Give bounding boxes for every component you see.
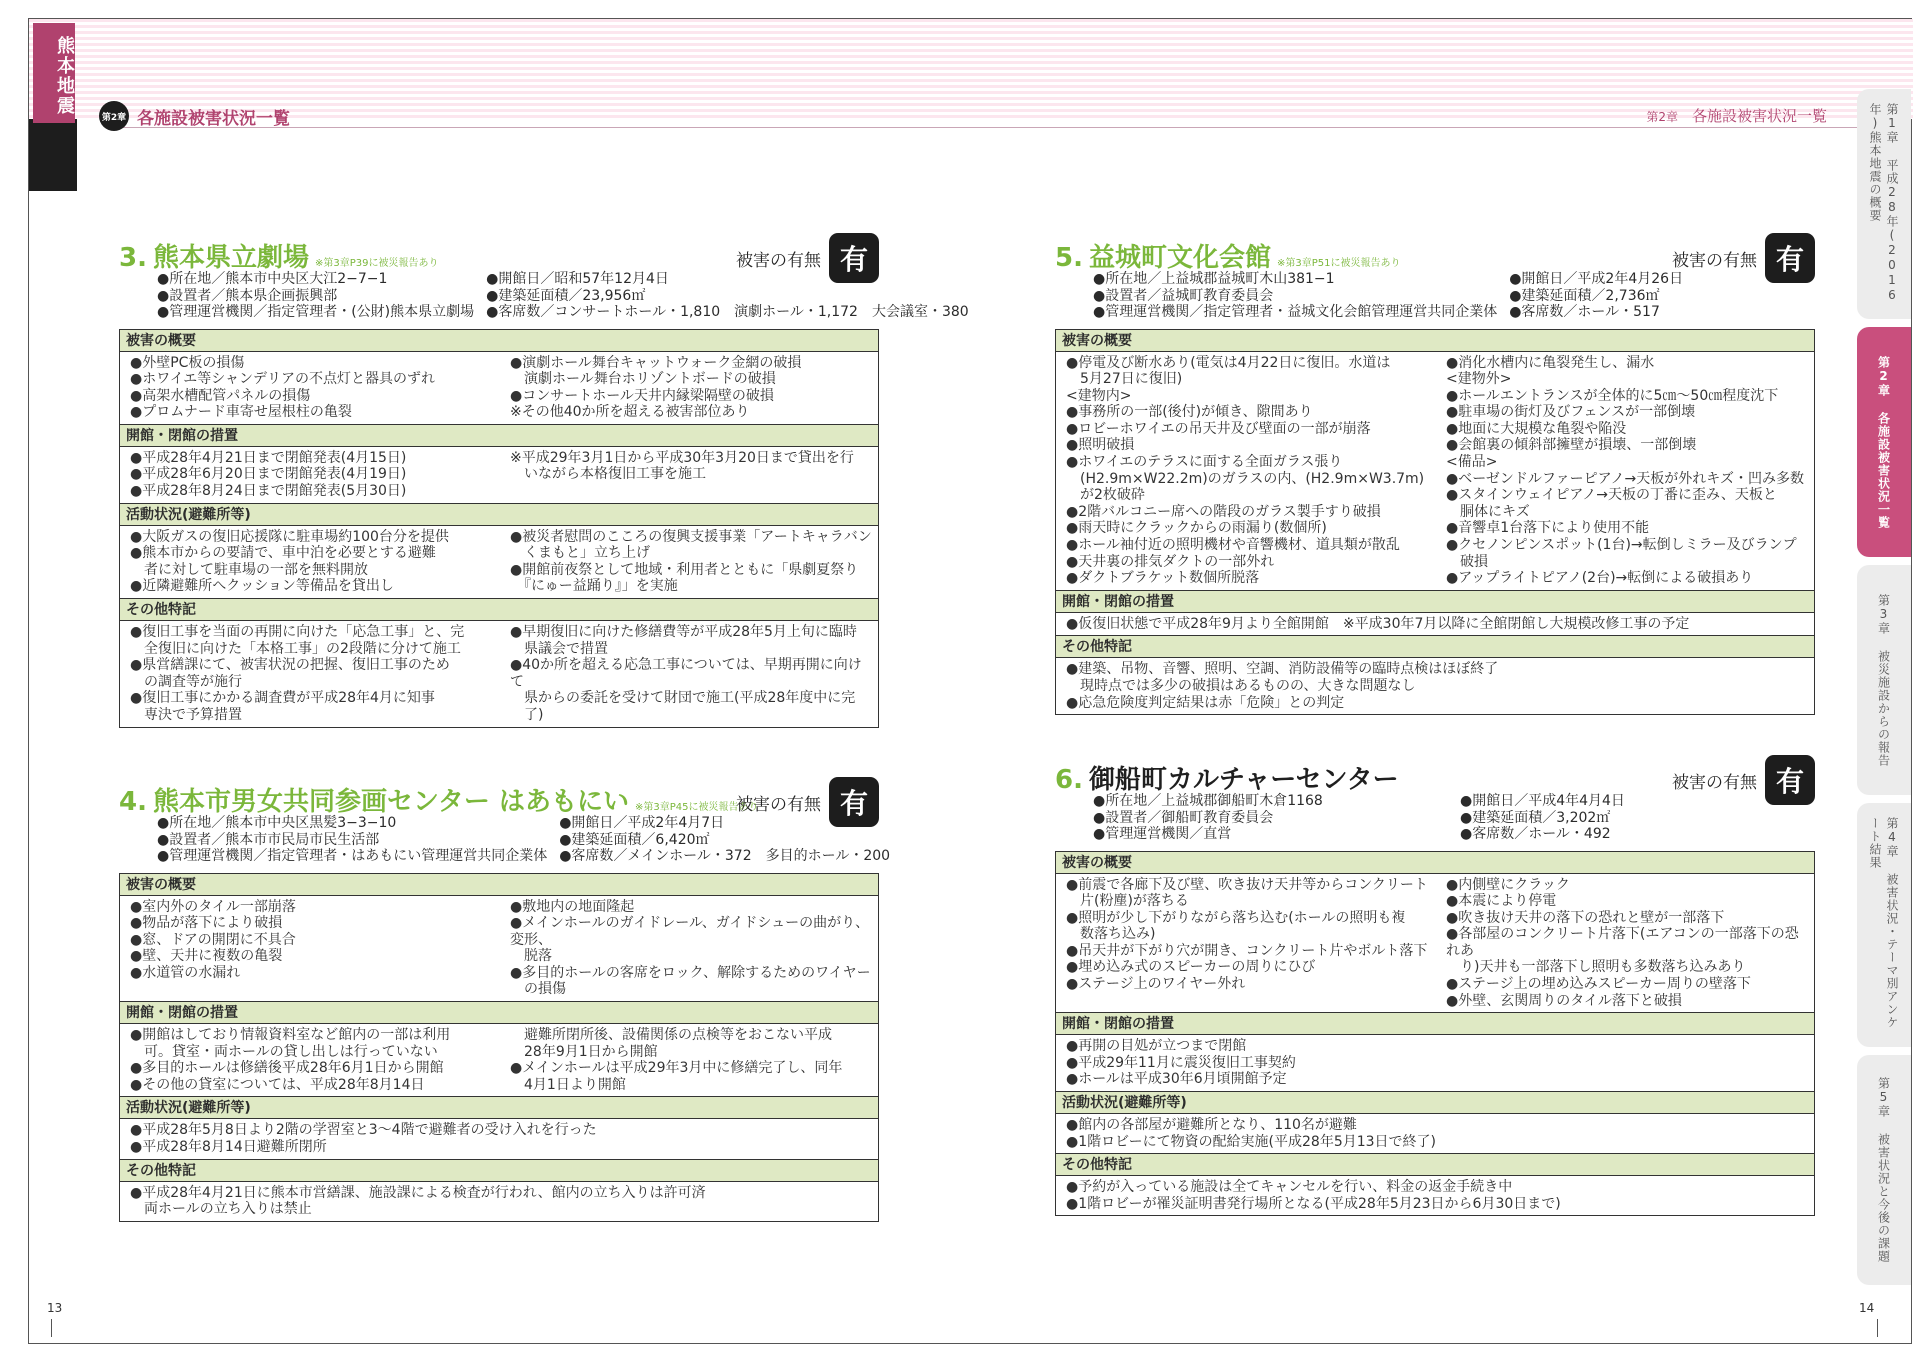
section-line: 両ホールの立ち入りは禁止: [130, 1201, 312, 1218]
section-line: ●ホールエントランスが全体的に5㎝〜50㎝程度沈下: [1446, 387, 1779, 404]
section-content: [1056, 613, 1814, 637]
page-mark-left: [51, 1319, 52, 1337]
chapter-badge: 第2章: [99, 101, 129, 131]
section-line: ●吊天井が下がり穴が開き、コンクリート片やボルト落下: [1066, 942, 1428, 959]
facility-number: 5.: [1055, 243, 1083, 273]
section-header: その他特記: [120, 1160, 878, 1182]
damage-label: 被害の有無: [736, 794, 821, 815]
facility-kumamoto-prefectural-theater: [119, 237, 969, 728]
section-line: ●平成28年5月8日より2階の学習室と3〜4階で避難者の受け入れを行った: [130, 1122, 597, 1139]
running-head-title: 各施設被害状況一覧: [1691, 107, 1827, 125]
section-column: [130, 1185, 872, 1218]
section-line: ●予約が入っている施設は全てキャンセルを行い、料金の返金手続き中: [1066, 1179, 1513, 1196]
section-line: ●高架水槽配管パネルの損傷: [130, 387, 311, 404]
header-band: [29, 19, 1913, 119]
section-line: ●スタインウェイピアノ→天板の丁番に歪み、天板と: [1446, 487, 1777, 504]
section-line: ●クセノンピンスポット(1台)→転倒しミラー及びランプ: [1446, 537, 1797, 554]
facility-name: 御船町カルチャーセンター: [1088, 765, 1399, 795]
section-line: ●仮復旧状態で平成28年9月より全館開館 ※平成30年7月以降に全館閉館し大規模改修工事の予定: [1066, 615, 1690, 632]
book-spread: [28, 18, 1912, 1344]
section-line: ●大阪ガスの復旧応援隊に駐車場約100台分を提供: [130, 528, 449, 545]
section-content: [120, 621, 878, 727]
info-right: [486, 271, 969, 321]
section-column: [1066, 1038, 1808, 1088]
section-column-right: [510, 624, 872, 724]
section-line: 専決で予算措置: [130, 707, 242, 723]
section-line: ●平成29年11月に震災復旧工事契約: [1066, 1054, 1296, 1071]
section-header: 被害の概要: [1056, 330, 1814, 352]
facility-detail-box: [1055, 851, 1815, 1217]
section-line: ●建築、吊物、音響、照明、空調、消防設備等の臨時点検はほぼ終了: [1066, 661, 1499, 678]
section-line: ※平成29年3月1日から平成30年3月20日まで貸出を行: [510, 449, 854, 466]
facility-name: 熊本県立劇場: [152, 243, 309, 273]
section-line: ※その他40か所を超える被害部位あり: [510, 404, 750, 421]
section-line: 者に対して駐車場の一部を無料開放: [130, 561, 368, 578]
info-line: ●所在地／熊本市中央区黒髪3−3−10: [157, 815, 397, 831]
section-content: [1056, 1114, 1814, 1154]
section-line: ●応急危険度判定結果は赤「危険」との判定: [1066, 694, 1345, 711]
damage-value-badge: 有: [1765, 755, 1815, 805]
side-tab-5[interactable]: 第5章 被害状況と今後の課題: [1857, 1055, 1911, 1285]
section-header: 活動状況(避難所等): [1056, 1092, 1814, 1114]
section-header: 開館・閉館の措置: [120, 425, 878, 447]
section-line: ●多目的ホールの客席をロック、解除するためのワイヤー: [510, 964, 871, 981]
section-line: ●雨天時にクラックからの雨漏り(数個所): [1066, 520, 1327, 537]
section-line: 4月1日より開館: [510, 1076, 626, 1093]
section-line: 28年9月1日から開館: [510, 1043, 658, 1060]
section-line: ●停電及び断水あり(電気は4月22日に復旧。水道は: [1066, 354, 1391, 371]
chapter-heading-left: [99, 101, 290, 131]
section-header: 活動状況(避難所等): [120, 1097, 878, 1119]
section-column: [130, 1122, 872, 1155]
section-column-left: [1066, 355, 1428, 587]
section-line: 県議会で措置: [510, 640, 608, 657]
section-content: [1056, 1176, 1814, 1215]
section-line: ●各部屋のコンクリート片落下(エアコンの一部落下の恐れあ: [1446, 926, 1799, 959]
section-column-left: [130, 1027, 492, 1093]
section-line: ●メインホールのガイドレール、ガイドシューの曲がり、変形、: [510, 915, 870, 948]
section-content: [120, 1024, 878, 1097]
section-line: ●ホール袖付近の照明機材や音響機材、道具類が散乱: [1066, 537, 1400, 554]
section-column-right: [510, 899, 872, 999]
damage-indicator: [1672, 233, 1815, 283]
info-line: ●設置者／益城町教育委員会: [1093, 287, 1274, 304]
facility-report-note: ※第3章P39に被災報告あり: [314, 258, 439, 269]
section-line: ●外壁、玄関周りのタイル落下と破損: [1446, 992, 1682, 1009]
info-line: ●開館日／平成2年4月7日: [559, 815, 725, 831]
info-line: ●客席数／ホール・492: [1460, 826, 1611, 842]
section-line: ●1階ロビーにて物資の配給実施(平成28年5月13日で終了): [1066, 1133, 1437, 1150]
section-line: (H2.9m×W22.2m)のガラスの内、(H2.9m×W3.7m): [1066, 470, 1425, 487]
section-line: ●水道管の水漏れ: [130, 964, 241, 981]
section-content: [1056, 352, 1814, 591]
damage-value-badge: 有: [829, 777, 879, 827]
section-line: ●壁、天井に複数の亀裂: [130, 948, 283, 965]
section-column-left: [130, 899, 492, 999]
damage-indicator: [1672, 755, 1815, 805]
facility-number: 4.: [119, 787, 147, 817]
facility-number: 6.: [1055, 765, 1083, 795]
info-left: [1093, 271, 1497, 321]
chapter-title: 各施設被害状況一覧: [137, 108, 290, 129]
running-head-chapter: 第2章: [1646, 110, 1678, 124]
section-line: ●本震により停電: [1446, 893, 1557, 910]
info-left: [157, 815, 547, 865]
section-line: ●アップライトピアノ(2台)→転倒による破損あり: [1446, 570, 1754, 587]
section-content: [120, 896, 878, 1003]
info-line: ●設置者／熊本市市民局市民生活部: [157, 831, 380, 848]
section-line: ●敷地内の地面隆起: [510, 898, 635, 915]
info-line: ●客席数／メインホール・372 多目的ホール・200: [559, 848, 891, 864]
facility-mifune-culture-center: [1055, 759, 1815, 1216]
section-line: ●プロムナード車寄せ屋根柱の亀裂: [130, 404, 352, 421]
section-header: 被害の概要: [1056, 852, 1814, 874]
section-line: 了): [510, 707, 544, 723]
section-line: ●2階バルコニー席への階段のガラス製手すり破損: [1066, 503, 1381, 520]
info-line: ●管理運営機関／指定管理者・(公財)熊本県立劇場: [157, 304, 475, 320]
section-line: ●平成28年4月21日に熊本市営繕課、施設課による検査が行われ、館内の立ち入りは許可済: [130, 1184, 706, 1201]
page-mark-right: [1877, 1319, 1878, 1337]
damage-label: 被害の有無: [1672, 250, 1757, 271]
section-column-right: [1446, 877, 1808, 1010]
side-tab-1[interactable]: 第1章 平成28年(2016年)熊本地震の概要: [1857, 89, 1911, 319]
info-line: ●設置者／御船町教育委員会: [1093, 809, 1274, 826]
info-line: ●管理運営機関／指定管理者・益城文化会館管理運営共同企業体: [1093, 304, 1498, 320]
section-line: が2枚破砕: [1066, 487, 1145, 504]
section-line: ●ホワイエのテラスに面する全面ガラス張り: [1066, 454, 1343, 471]
section-line: ●照明が少し下がりながら落ち込む(ホールの照明も複: [1066, 909, 1406, 926]
section-line: ●県営繕課にて、被害状況の把握、復旧工事のため: [130, 657, 450, 674]
facility-detail-box: [119, 329, 879, 728]
side-tab-2[interactable]: 第2章 各施設被害状況一覧: [1857, 327, 1911, 557]
section-line: 県からの委託を受けて財団で施工(平成28年度中に完: [510, 690, 856, 707]
section-line: ●1階ロビーが罹災証明書発行場所となる(平成28年5月23日から6月30日まで): [1066, 1195, 1561, 1212]
section-header: 開館・閉館の措置: [1056, 591, 1814, 613]
facility-harmony-center: [119, 781, 891, 1222]
section-line: ●音響卓1台落下により使用不能: [1446, 520, 1650, 537]
section-column-left: [130, 529, 492, 595]
section-header: 開館・閉館の措置: [120, 1002, 878, 1024]
section-line: ●会館裏の傾斜部擁壁が損壊、一部倒壊: [1446, 437, 1697, 454]
info-line: ●設置者／熊本県企画振興部: [157, 287, 338, 304]
section-line: 演劇ホール舞台ホリゾントボードの破損: [510, 371, 776, 388]
info-line: ●所在地／上益城郡御船町木倉1168: [1093, 793, 1323, 809]
section-line: 数落ち込み): [1066, 926, 1156, 943]
section-content: [120, 447, 878, 504]
section-line: ●開館前夜祭として地域・利用者とともに「県劇夏祭り: [510, 561, 859, 578]
section-content: [120, 352, 878, 425]
section-content: [1056, 1035, 1814, 1092]
section-line: ●演劇ホール舞台キャットウォーク金網の破損: [510, 354, 802, 371]
damage-value-badge: 有: [829, 233, 879, 283]
section-line: ●平成28年4月21日まで閉館発表(4月15日): [130, 449, 407, 466]
section-column-right: [510, 355, 872, 421]
info-line: ●建築延面積／2,736㎡: [1509, 287, 1660, 304]
section-line: ●消化水槽内に亀裂発生し、漏水: [1446, 354, 1655, 371]
section-line: いながら本格復旧工事を施工: [510, 466, 706, 483]
section-line: ●内側壁にクラック: [1446, 876, 1570, 893]
section-line: ●ベーゼンドルファーピアノ→天板が外れキズ・凹み多数: [1446, 470, 1804, 487]
facility-report-note: ※第3章P51に被災報告あり: [1276, 258, 1401, 269]
section-line: ●外壁PC板の損傷: [130, 354, 245, 371]
section-line: ●ステージ上の埋め込みスピーカー周りの壁落下: [1446, 976, 1751, 993]
section-line: 全復旧に向けた「本格工事」の2段階に分けて施工: [130, 640, 461, 657]
section-line: 5月27日に復旧): [1066, 371, 1183, 388]
section-line: 『にゅー益踊り』」を実施: [510, 578, 678, 595]
section-header: 被害の概要: [120, 330, 878, 352]
section-column-left: [130, 355, 492, 421]
section-line: ●窓、ドアの開閉に不具合: [130, 931, 296, 948]
info-line: ●管理運営機関／指定管理者・はあもにい管理運営共同企業体: [157, 848, 548, 864]
section-column-left: [130, 450, 492, 500]
section-line: 胴体にキズ: [1446, 503, 1530, 520]
section-line: <建物外>: [1446, 371, 1512, 388]
section-line: ●室内外のタイル一部崩落: [130, 898, 296, 915]
section-line: ●埋め込み式のスピーカーの周りにひび: [1066, 959, 1316, 976]
section-line: ●ダクトブラケット数個所脱落: [1066, 570, 1260, 587]
section-line: ●復旧工事を当面の再開に向けた「応急工事」と、完: [130, 624, 465, 641]
section-column: [1066, 1179, 1808, 1212]
info-line: ●管理運営機関／直営: [1093, 826, 1232, 842]
info-line: ●所在地／上益城郡益城町木山381−1: [1093, 271, 1335, 287]
section-line: ●館内の各部屋が避難所となり、110名が避難: [1066, 1117, 1357, 1134]
section-header: 被害の概要: [120, 874, 878, 896]
info-line: ●客席数／コンサートホール・1,810 演劇ホール・1,172 大会議室・380: [486, 304, 969, 320]
section-line: 破損: [1446, 553, 1488, 570]
section-line: ●物品が落下により破損: [130, 915, 283, 932]
section-line: ●前震で各廊下及び壁、吹き抜け天井等からコンクリート: [1066, 876, 1428, 893]
info-left: [1093, 793, 1448, 843]
facility-name: 益城町文化会館: [1088, 243, 1271, 273]
section-line: ●再開の目処が立つまで閉館: [1066, 1038, 1247, 1055]
header-rule: [119, 127, 1909, 128]
section-content: [1056, 658, 1814, 714]
section-column: [1066, 661, 1808, 711]
side-tab-3[interactable]: 第3章 被災施設からの報告: [1857, 565, 1911, 795]
damage-label: 被害の有無: [736, 250, 821, 271]
section-line: ●復旧工事にかかる調査費が平成28年4月に知事: [130, 690, 435, 707]
section-line: の調査等が施行: [130, 673, 242, 690]
section-header: 開館・閉館の措置: [1056, 1013, 1814, 1035]
section-column-left: [1066, 877, 1428, 1010]
section-line: くまもと」立ち上げ: [510, 545, 650, 562]
damage-indicator: [736, 233, 879, 283]
section-content: [120, 1182, 878, 1221]
info-line: ●開館日／平成2年4月26日: [1509, 271, 1684, 287]
running-head-right: [1646, 105, 1827, 126]
section-line: ●地面に大規模な亀裂や陥没: [1446, 420, 1627, 437]
section-line: ●被災者慰問のこころの復興支援事業「アートキャラバン: [510, 528, 872, 545]
section-header: 活動状況(避難所等): [120, 504, 878, 526]
info-line: ●開館日／昭和57年12月4日: [486, 271, 669, 287]
side-tab-4[interactable]: 第4章 被害状況・テーマ別アンケート結果: [1857, 803, 1911, 1047]
section-line: ●照明破損: [1066, 437, 1135, 454]
info-line: ●建築延面積／3,202㎡: [1460, 809, 1611, 826]
section-content: [120, 526, 878, 599]
section-column: [1066, 616, 1808, 633]
section-line: 可。貸室・両ホールの貸し出しは行っていない: [130, 1043, 438, 1060]
damage-label: 被害の有無: [1672, 772, 1757, 793]
facility-number: 3.: [119, 243, 147, 273]
section-line: り)天井も一部落下し照明も多数落ち込みあり: [1446, 959, 1746, 976]
section-column-right: [1446, 355, 1808, 587]
info-line: ●客席数／ホール・517: [1509, 304, 1660, 320]
section-line: 現時点では多少の破損はあるものの、大きな問題なし: [1066, 678, 1416, 694]
section-line: ●平成28年8月24日まで閉館発表(5月30日): [130, 483, 407, 500]
page-number-left: 13: [47, 1301, 63, 1315]
section-line: ●その他の貸室については、平成28年8月14日: [130, 1076, 425, 1093]
section-header: その他特記: [1056, 1154, 1814, 1176]
section-line: ●平成28年6月20日まで閉館発表(4月19日): [130, 466, 407, 483]
section-line: ●早期復旧に向けた修繕費等が平成28年5月上旬に臨時: [510, 624, 857, 641]
section-column-right: [510, 450, 872, 500]
section-line: ●事務所の一部(後付)が傾き、隙間あり: [1066, 404, 1313, 421]
facility-name: 熊本市男女共同参画センター はあもにい: [152, 787, 629, 817]
info-line: ●建築延面積／23,956㎡: [486, 287, 646, 304]
section-line: 避難所閉所後、設備関係の点検等をおこない平成: [510, 1027, 832, 1044]
section-line: ●ロビーホワイエの吊天井及び壁面の一部が崩落: [1066, 420, 1371, 437]
info-line: ●建築延面積／6,420㎡: [559, 831, 710, 848]
section-column-right: [510, 529, 872, 595]
section-line: ●熊本市からの要請で、車中泊を必要とする避難: [130, 545, 436, 562]
section-line: ●開館はしており情報資料室など館内の一部は利用: [130, 1027, 451, 1044]
section-column-right: [510, 1027, 872, 1093]
damage-indicator: [736, 777, 879, 827]
section-header: その他特記: [120, 599, 878, 621]
section-content: [120, 1119, 878, 1159]
damage-value-badge: 有: [1765, 233, 1815, 283]
section-line: ●多目的ホールは修繕後平成28年6月1日から開館: [130, 1060, 444, 1077]
section-line: ●近隣避難所へクッション等備品を貸出し: [130, 578, 394, 595]
sidebar-block: [29, 119, 77, 191]
info-left: [157, 271, 474, 321]
page-number-right: 14: [1859, 1301, 1875, 1315]
section-column-left: [130, 624, 492, 724]
section-line: <備品>: [1446, 454, 1498, 471]
section-line: ●コンサートホール天井内縁梁隔壁の破損: [510, 387, 774, 404]
facility-detail-box: [1055, 329, 1815, 716]
section-content: [1056, 874, 1814, 1014]
facility-report-note: ※第3章P45に被災報告あり: [634, 802, 759, 813]
info-line: ●開館日／平成4年4月4日: [1460, 793, 1625, 809]
book-title-tab: 熊本地震: [33, 23, 75, 123]
section-column: [1066, 1117, 1808, 1150]
section-header: その他特記: [1056, 636, 1814, 658]
section-line: の損傷: [510, 981, 566, 998]
info-line: ●所在地／熊本市中央区大江2−7−1: [157, 271, 388, 287]
section-line: ●天井裏の排気ダクトの一部外れ: [1066, 553, 1275, 570]
section-line: ●メインホールは平成29年3月中に修繕完了し、同年: [510, 1060, 843, 1077]
section-line: ●ステージ上のワイヤー外れ: [1066, 976, 1246, 993]
section-line: ●吹き抜け天井の落下の恐れと壁が一部落下: [1446, 909, 1725, 926]
section-line: ●ホワイエ等シャンデリアの不点灯と器具のずれ: [130, 371, 435, 388]
section-line: 片(粉塵)が落ちる: [1066, 893, 1189, 910]
section-line: <建物内>: [1066, 387, 1132, 404]
facility-mashiki-culture-hall: [1055, 237, 1815, 715]
section-line: ●平成28年8月14日避難所閉所: [130, 1139, 327, 1156]
section-line: 脱落: [510, 948, 552, 965]
facility-detail-box: [119, 873, 879, 1222]
section-line: ●ホールは平成30年6月頃開館予定: [1066, 1071, 1287, 1088]
section-line: ●駐車場の街灯及びフェンスが一部倒壊: [1446, 404, 1696, 421]
section-line: ●40か所を超える応急工事については、早期再開に向けて: [510, 657, 862, 690]
